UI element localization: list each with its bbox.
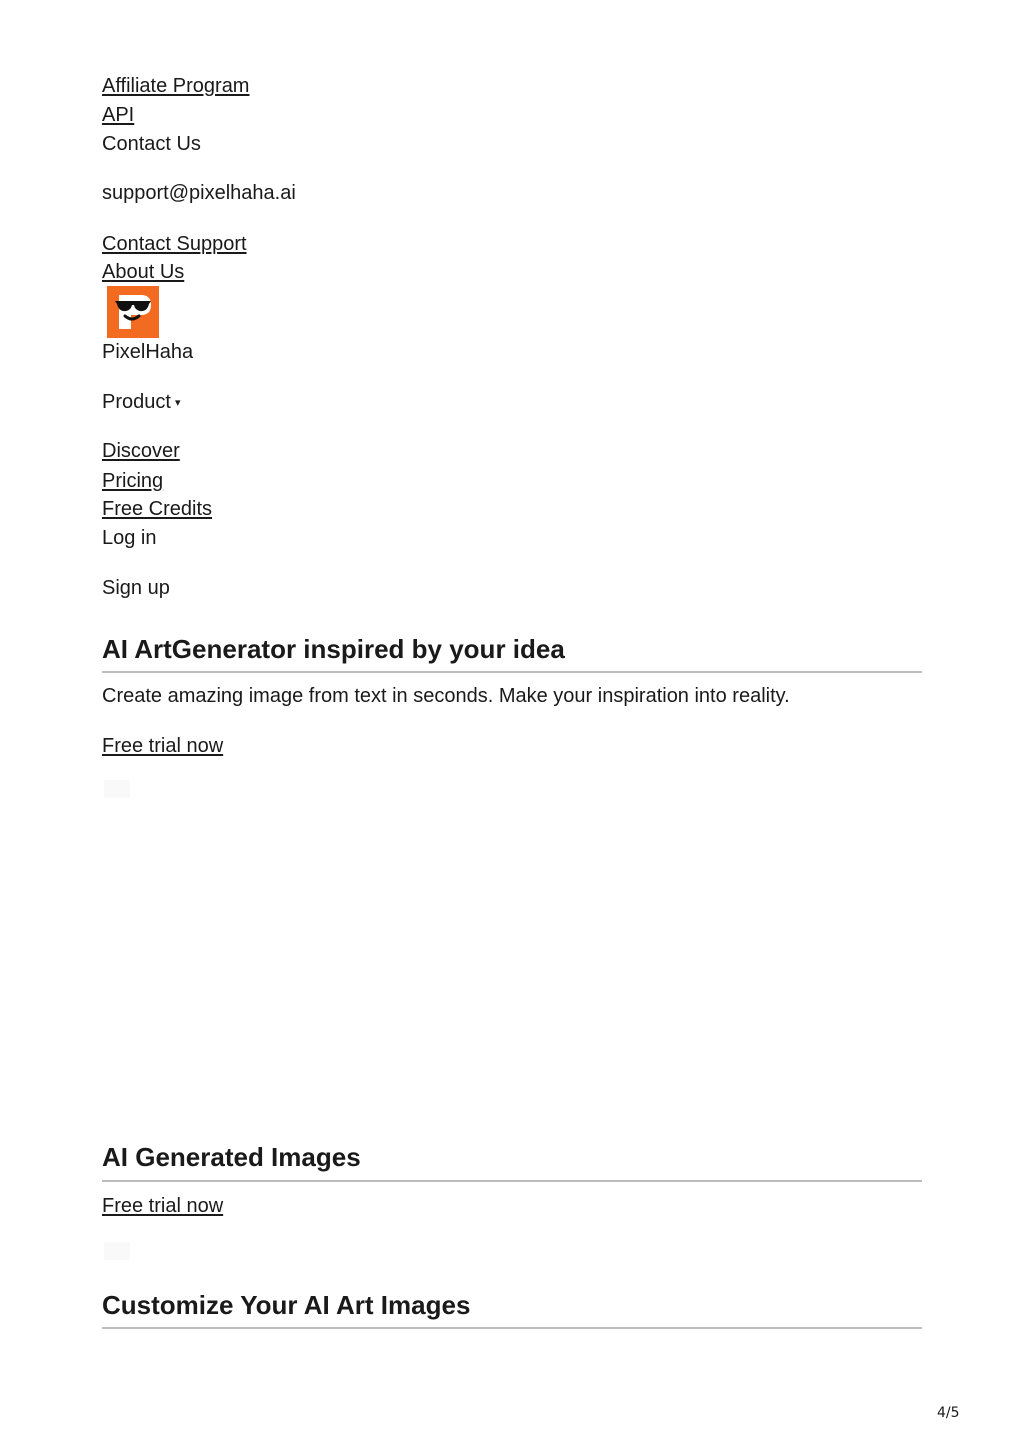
contact-support-link[interactable]: Contact Support: [102, 233, 247, 255]
hero-heading: AI ArtGenerator inspired by your idea: [102, 634, 565, 664]
hero-subtitle: Create amazing image from text in seconds. Make your inspiration into reality.: [102, 685, 790, 707]
api-link[interactable]: API: [102, 104, 135, 126]
affiliate-program-link[interactable]: Affiliate Program: [102, 75, 250, 97]
brand-name: PixelHaha: [102, 341, 194, 363]
sunglasses-face-icon: [107, 286, 159, 338]
pixelhaha-logo[interactable]: [107, 286, 159, 338]
about-us-link[interactable]: About Us: [102, 261, 185, 283]
customize-divider: [102, 1327, 922, 1329]
page-number: 4/5: [937, 1405, 960, 1421]
hero-free-trial-link[interactable]: Free trial now: [102, 735, 224, 757]
discover-link[interactable]: Discover: [102, 440, 180, 462]
generated-free-trial-link[interactable]: Free trial now: [102, 1195, 224, 1217]
customize-heading: Customize Your AI Art Images: [102, 1290, 471, 1320]
product-menu[interactable]: [102, 390, 180, 415]
log-in-button[interactable]: Log in: [102, 527, 157, 549]
caret-down-icon: ▾: [174, 397, 181, 409]
sign-up-button[interactable]: Sign up: [102, 577, 170, 599]
generated-heading: AI Generated Images: [102, 1142, 361, 1172]
generated-divider: [102, 1180, 922, 1182]
product-menu-label: Product: [102, 391, 171, 413]
pricing-link[interactable]: Pricing: [102, 470, 164, 492]
hero-image: [104, 780, 130, 798]
hero-divider: [102, 671, 922, 673]
contact-us-label: Contact Us: [102, 133, 201, 155]
support-email: support@pixelhaha.ai: [102, 182, 296, 204]
generated-image: [104, 1242, 130, 1260]
free-credits-link[interactable]: Free Credits: [102, 498, 213, 520]
